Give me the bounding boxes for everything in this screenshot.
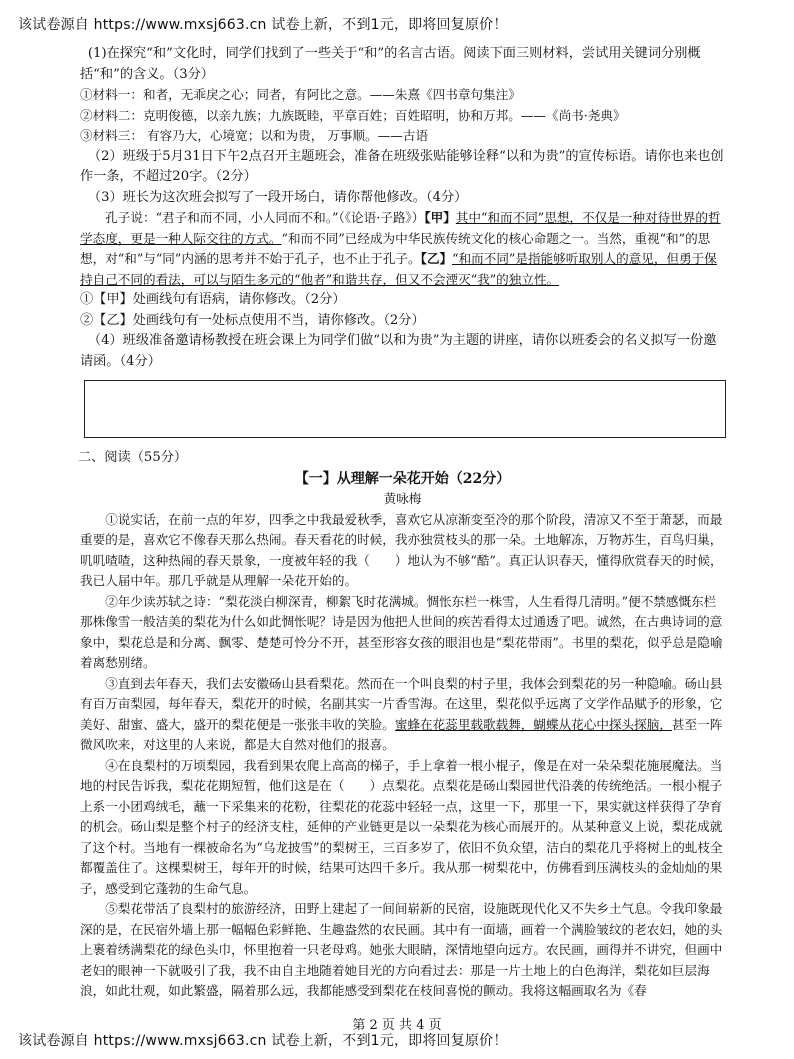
article-paragraph-2: ②年少读苏轼之诗：“梨花淡白柳深青，柳絮飞时花满城。惆怅东栏一株雪，人生看得几清明。”便不禁感慨东栏那株像雪一般洁美的梨花为什么如此惆怅呢？诗是因为他把人世间的疾苦看得太过通透了吧。诚然，在古典诗词的意象中，梨花总是和分离、飘零、楚楚可怜分不开，甚至形容女孩的眼泪也是“梨花带雨”。书里的梨花，似乎总是隐喻着离愁别绪。 [80,593,723,670]
q3-sub-1: ①【甲】处画线句有语病，请你修改。（2分） [80,292,346,307]
q1-material-2: ②材料二：克明俊德，以亲九族；九族既睦，平章百姓；百姓昭明，协和万邦。——《尚书·尧典》 [80,107,626,123]
article-paragraph-3-underline: 蜜蜂在花蕊里载歌载舞，蝴蝶从花心中探头探脑， [394,716,672,732]
article-paragraph-5: ⑤梨花带活了良梨村的旅游经济，田野上建起了一间间崭新的民宿，设施既现代化又不失乡土气息。令我印象最深的是，在民宿外墙上那一幅幅色彩鲜艳、生趣盎然的农民画。其中有一面墙，画着一个满脸皱纹的老农妇，她的头上裹着绣满梨花的绿色头巾，怀里抱着一只老母鸡。她张大眼睛，深情地望向远方。农民画，画得并不讲究，但画中老妇的眼神一下就吸引了我，我不由自主地随着她目光的方向看过去：那是一片土地上的白色海洋，梨花如巨层海浪，如此壮观，如此繁盛，隔着那么远，我都能感受到梨花在枝间喜悦的颤动。我将这幅画取名为《春 [80,901,723,998]
article-paragraph-3-part-b: 甚至一阵微风吹来，对这里的人来说，都是大自然对他们的报喜。 [80,716,723,752]
q3-mark-yi: 【乙】 [420,251,453,266]
section-reading-heading: 二、阅读（55分） [78,450,188,465]
bottom-banner: 该试卷源自 https://www.mxsj663.cn 试卷上新，不到1元，即将回复原价！ [18,1033,508,1049]
q1-material-1: ①材料一：和者，无乖戾之心；同者，有阿比之意。——朱熹《四书章句集注》 [80,87,521,102]
article-paragraph-1: ①说实话，在前一点的年岁，四季之中我最爱秋季，喜欢它从凉渐变至冷的那个阶段，清凉又不至于萧瑟，而最重要的是，喜欢它不像春天那么热闹。春天看花的时候，我亦独赏枝头的那一朵。土地解冻，万物苏生，百鸟归巢，叽叽喳喳，这种热闹的春天景象，一度被年轻的我（ ）地认为不够“酷”。真正认识春天，懂得欣赏春天的时候，我已人届中年。那几乎就是从理解一朵花开始的。 [80,511,723,588]
article-paragraph-3-part-a: ③直到去年春天，我们去安徽砀山县看梨花。然而在一个叫良梨的村子里，我体会到梨花的另一种隐喻。砀山县有百万亩梨园，每年春天，梨花开的时候，名副其实一片香雪海。在这里，梨花似乎远离了文学作品赋予的形象，它美好、甜蜜、盛大，盛开的梨花便是一张张丰收的笑脸。 [80,675,723,732]
page-content [80,44,725,1002]
answer-box[interactable] [84,380,726,438]
article-title: 【一】从理解一朵花开始（22分） [294,470,511,487]
article-author: 黄咏梅 [383,491,422,506]
q3-passage-a: 孔子说：“君子和而不同，小人同而不和。”（《论语·子路》） [105,210,425,225]
q3-mark-jia: 【甲】 [424,210,456,225]
q1-prompt: (1)在探究“和”文化时，同学们找到了一些关于“和”的名言古语。阅读下面三则材料，尝试用关键词分别概括“和”的含义。（3分） [80,46,701,82]
q3-passage-b: “和而不同”已经成为中华民族传统文化的核心命题之一。当然，重视“和”的思想，对“和”与“同”内涵的思考并不始于孔子，也不止于孔子。 [80,230,711,266]
q2-prompt: （2）班级于5月31日下午2点召开主题班会，准备在班级张贴能够诠释“以和为贵”的宣传标语。请你也来也创作一条，不超过20字。（2分） [80,148,724,184]
article-paragraph-3 [80,674,725,756]
q3-underline-yi: “和而不同”是指能够听取别人的意见，但勇于保持自己不同的看法，可以与陌生多元的“他者”和谐共存，但又不会湮灭“我”的独立性。 [80,251,717,287]
article-paragraph-4: ④在良梨村的万顷梨园，我看到果农爬上高高的梯子，手上拿着一根小棍子，像是在对一朵朵梨花施展魔法。当地的村民告诉我，梨花花期短暂，他们这是在（ ）点梨花。点梨花是砀山梨园世代沿袭的传统绝活。一根小棍子上系一小团鸡绒毛，蘸一下采集来的花粉，往梨花的花蕊中轻轻一点，这里一下，那里一下，果实就这样获得了孕育的机会。砀山梨是整个村子的经济支柱，延伸的产业链更是以一朵梨花为核心而展开的。从某种意义上说，梨花成就了这个村。当地有一棵被命名为“乌龙披雪”的梨树王，三百多岁了，依旧不负众望，洁白的梨花几乎将树上的虬枝全都覆盖住了。这棵梨树王，每年开的时候，结果可达四千多斤。我从那一树梨花中，仿佛看到压满枝头的金灿灿的果子，感受到它蓬勃的生命气息。 [80,757,723,896]
page-number: 第 2 页 共 4 页 [352,1018,442,1033]
q1-material-3: ③材料三： 有容乃大，心境宽；以和为贵， 万事顺。——古语 [80,128,429,143]
q3-passage [80,208,725,290]
q3-sub-2: ②【乙】处画线句有一处标点使用不当，请你修改。（2分） [80,312,425,328]
q4-prompt: （4）班级准备邀请杨教授在班会课上为同学们做“以和为贵”为主题的讲座，请你以班委会的名义拟写一份邀请函。（4分） [80,333,717,369]
top-banner: 该试卷源自 https://www.mxsj663.cn 试卷上新，不到1元，即将回复原价！ [18,17,508,33]
q3-prompt: （3）班长为这次班会拟写了一段开场白，请你帮他修改。（4分） [87,189,468,205]
q3-underline-jia: 其中“和而不同”思想，不仅是一种对待世界的哲学态度，更是一种人际交往的方式。 [80,210,721,246]
